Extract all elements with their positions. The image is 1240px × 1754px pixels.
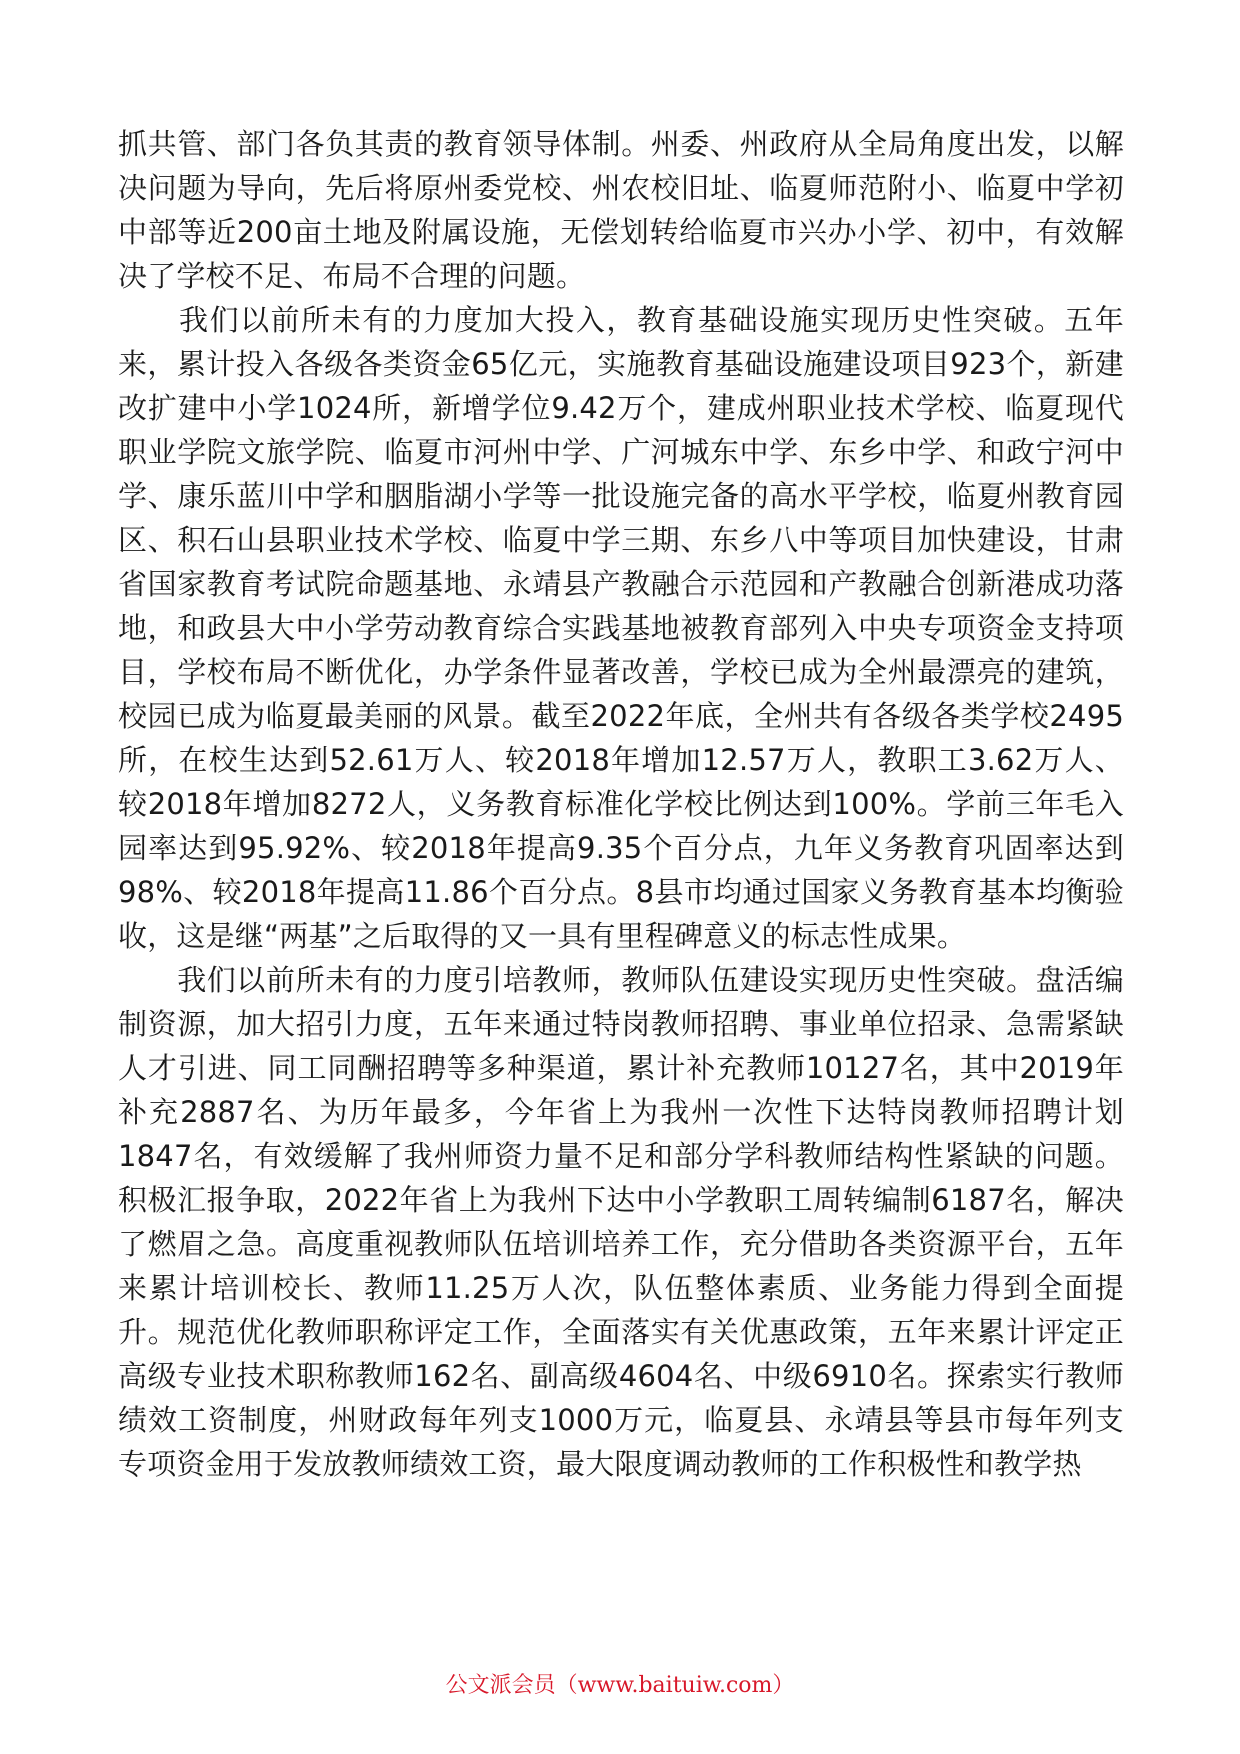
text-line: 决了学校不足、布局不合理的问题。: [118, 259, 586, 293]
text-line: 来累计培训校长、教师11.25万人次，队伍整体素质、业务能力得到全面提: [118, 1271, 1124, 1305]
text-line: 校园已成为临夏最美丽的风景。截至2022年底，全州共有各级各类学校2495: [118, 699, 1124, 733]
text-line: 人才引进、同工同酬招聘等多种渠道，累计补充教师10127名，其中2019年: [118, 1051, 1124, 1085]
text-line: 抓共管、部门各负其责的教育领导体制。州委、州政府从全局角度出发，以解: [118, 127, 1124, 161]
text-line: 制资源，加大招引力度，五年来通过特岗教师招聘、事业单位招录、急需紧缺: [118, 1007, 1124, 1041]
text-line: 我们以前所未有的力度加大投入，教育基础设施实现历史性突破。五年: [118, 303, 1124, 337]
text-line: 补充2887名、为历年最多，今年省上为我州一次性下达特岗教师招聘计划: [118, 1095, 1124, 1129]
paragraph: [118, 122, 1124, 298]
text-line: 较2018年增加8272人，义务教育标准化学校比例达到100%。学前三年毛入: [118, 787, 1124, 821]
footer-watermark: 公文派会员（www.baituiw.com）: [445, 1673, 795, 1698]
text-line: 专项资金用于发放教师绩效工资，最大限度调动教师的工作积极性和教学热: [118, 1447, 1082, 1481]
text-line: 地，和政县大中小学劳动教育综合实践基地被教育部列入中央专项资金支持项: [118, 611, 1124, 645]
paragraph: [118, 958, 1124, 1486]
text-line: 所，在校生达到52.61万人、较2018年增加12.57万人，教职工3.62万人、: [118, 743, 1124, 777]
text-line: 升。规范优化教师职称评定工作，全面落实有关优惠政策，五年来累计评定正: [118, 1315, 1124, 1349]
text-line: 来，累计投入各级各类资金65亿元，实施教育基础设施建设项目923个，新建: [118, 347, 1124, 381]
text-line: 中部等近200亩土地及附属设施，无偿划转给临夏市兴办小学、初中，有效解: [118, 215, 1124, 249]
text-line: 98%、较2018年提高11.86个百分点。8县市均通过国家义务教育基本均衡验: [118, 875, 1124, 909]
text-line: 学、康乐蓝川中学和胭脂湖小学等一批设施完备的高水平学校，临夏州教育园: [118, 479, 1124, 513]
text-line: 目，学校布局不断优化，办学条件显著改善，学校已成为全州最漂亮的建筑，: [118, 655, 1124, 689]
text-line: 了燃眉之急。高度重视教师队伍培训培养工作，充分借助各类资源平台，五年: [118, 1227, 1124, 1261]
text-line: 改扩建中小学1024所，新增学位9.42万个，建成州职业技术学校、临夏现代: [118, 391, 1124, 425]
text-line: 积极汇报争取，2022年省上为我州下达中小学教职工周转编制6187名，解决: [118, 1183, 1124, 1217]
text-line: 省国家教育考试院命题基地、永靖县产教融合示范园和产教融合创新港成功落: [118, 567, 1124, 601]
document-body: [118, 122, 1124, 1486]
text-line: 园率达到95.92%、较2018年提高9.35个百分点，九年义务教育巩固率达到: [118, 831, 1124, 865]
text-line: 绩效工资制度，州财政每年列支1000万元，临夏县、永靖县等县市每年列支: [118, 1403, 1124, 1437]
text-line: 高级专业技术职称教师162名、副高级4604名、中级6910名。探索实行教师: [118, 1359, 1124, 1393]
text-line: 收，这是继“两基”之后取得的又一具有里程碑意义的标志性成果。: [118, 919, 967, 953]
text-line: 我们以前所未有的力度引培教师，教师队伍建设实现历史性突破。盘活编: [118, 963, 1124, 997]
text-line: 区、积石山县职业技术学校、临夏中学三期、东乡八中等项目加快建设，甘肃: [118, 523, 1124, 557]
text-line: 决问题为导向，先后将原州委党校、州农校旧址、临夏师范附小、临夏中学初: [118, 171, 1124, 205]
text-line: 1847名，有效缓解了我州师资力量不足和部分学科教师结构性紧缺的问题。: [118, 1139, 1124, 1173]
text-line: 职业学院文旅学院、临夏市河州中学、广河城东中学、东乡中学、和政宁河中: [118, 435, 1124, 469]
paragraph: [118, 298, 1124, 958]
